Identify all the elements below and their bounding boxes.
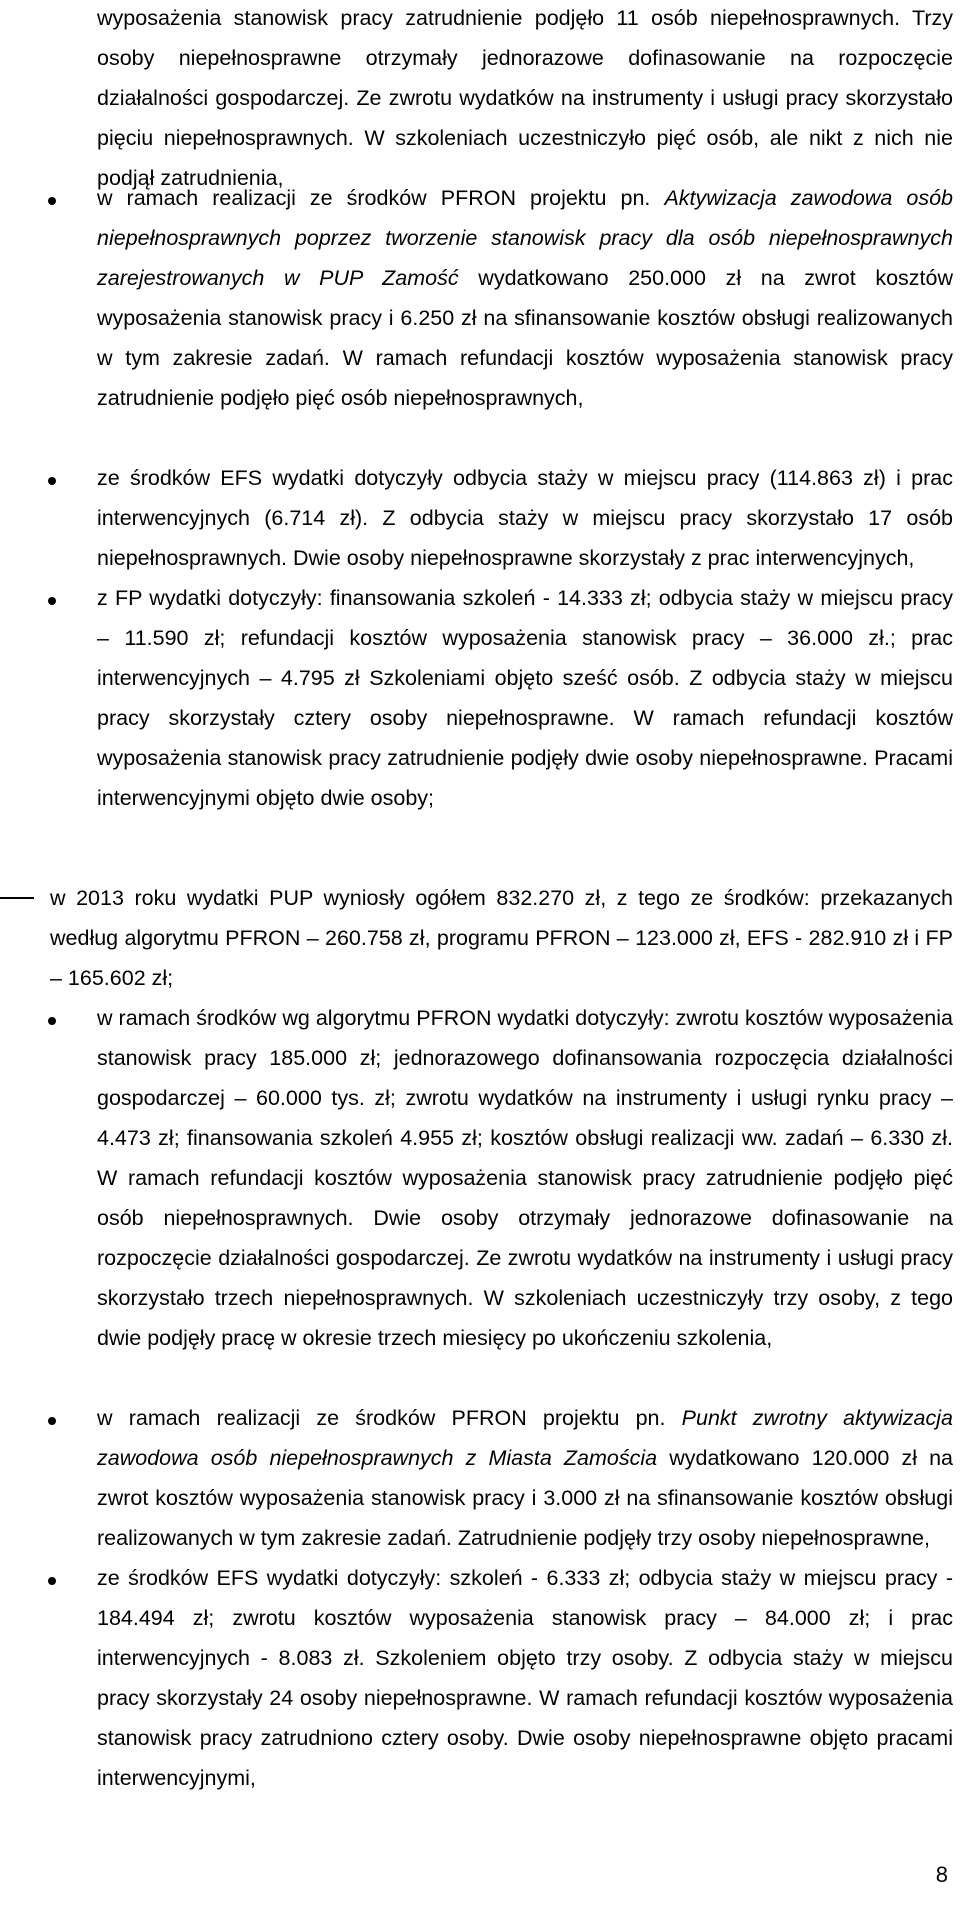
dash-item-2013 [50,878,953,998]
bullet-item-pfron-algorithm [97,998,953,1358]
bullet-icon [48,477,56,485]
paragraph-text: wyposażenia stanowisk pracy zatrudnienie podjęło 11 osób niepełnosprawnych. Trzy osoby niepełnosprawne otrzymały jednorazowe dofinasowanie na rozpoczęcie działalności gospodarczej. Ze zwrotu wydatków na instrumenty i usługi pracy skorzystało pięciu niepełnosprawnych. W szkoleniach uczestniczyło pięć osób, ale nikt z nich nie podjął zatrudnienia, [97,6,953,190]
paragraph-text: w ramach realizacji ze środków PFRON projektu pn. [97,1406,682,1430]
project-title: Aktywizacja zawodowa osób niepełnosprawnych poprzez tworzenie stanowisk pracy dla osób niepełnosprawnych zarejestrowanych w PUP Zamość [97,186,954,290]
bullet-item-efs-2013 [97,1558,953,1798]
paragraph-text: wydatkowano 250.000 zł na zwrot kosztów wyposażenia stanowisk pracy i 6.250 zł na sfinansowanie kosztów obsługi realizowanych w tym zakresie zadań. W ramach refundacji kosztów wyposażenia stanowisk pracy zatrudnienie podjęło pięć osób niepełnosprawnych, [97,266,953,410]
project-title: Punkt zwrotny aktywizacja zawodowa osób niepełnosprawnych z Miasta Zamościa [97,1406,953,1470]
paragraph-text: w ramach środków wg algorytmu PFRON wydatki dotyczyły: zwrotu kosztów wyposażenia stanowisk pracy 185.000 zł; jednorazowego dofinansowania rozpoczęcia działalności gospodarczej – 60.000 tys. zł; zwrotu wydatków na instrumenty i usługi rynku pracy – 4.473 zł; finansowania szkoleń 4.955 zł; kosztów obsługi realizacji ww. zadań – 6.330 zł. W ramach refundacji kosztów wyposażenia stanowisk pracy zatrudnienie podjęło pięć osób niepełnosprawnych. Dwie osoby otrzymały jednorazowe dofinasowanie na rozpoczęcie działalności gospodarczej. Ze zwrotu wydatków na instrumenty i usługi pracy skorzystało trzech niepełnosprawnych. W szkoleniach uczestniczyły trzy osoby, z tego dwie podjęły pracę w okresie trzech miesięcy po ukończeniu szkolenia, [97,1006,953,1350]
dash-icon [0,897,34,899]
bullet-item-efs [97,458,953,578]
bullet-icon [48,1017,56,1025]
paragraph-continuation [97,0,953,198]
bullet-item-fp [97,578,953,818]
paragraph-text: wydatkowano 120.000 zł na zwrot kosztów wyposażenia stanowisk pracy i 3.000 zł na sfinansowanie kosztów obsługi realizowanych w tym zakresie zadań. Zatrudnienie podjęły trzy osoby niepełnosprawne, [97,1446,953,1550]
paragraph-text: ze środków EFS wydatki dotyczyły: szkoleń - 6.333 zł; odbycia staży w miejscu pracy - 184.494 zł; zwrotu kosztów wyposażenia stanowisk pracy – 84.000 zł; i prac interwencyjnych - 8.083 zł. Szkoleniem objęto trzy osoby. Z odbycia staży w miejscu pracy skorzystały 24 osoby niepełnosprawne. W ramach refundacji kosztów wyposażenia stanowisk pracy zatrudniono cztery osoby. Dwie osoby niepełnosprawne objęto pracami interwencyjnymi, [97,1566,953,1790]
bullet-item-punkt-zwrotny [97,1398,953,1558]
bullet-icon [48,197,56,205]
paragraph-text: w 2013 roku wydatki PUP wyniosły ogółem 832.270 zł, z tego ze środków: przekazanych według algorytmu PFRON – 260.758 zł, programu PFRON – 123.000 zł, EFS - 282.910 zł i FP – 165.602 zł; [50,886,953,990]
bullet-icon [48,1577,56,1585]
page-number: 8 [935,1862,948,1887]
paragraph-text: ze środków EFS wydatki dotyczyły odbycia staży w miejscu pracy (114.863 zł) i prac interwencyjnych (6.714 zł). Z odbycia staży w miejscu pracy skorzystało 17 osób niepełnosprawnych. Dwie osoby niepełnosprawne skorzystały z prac interwencyjnych, [97,466,953,570]
paragraph-text: z FP wydatki dotyczyły: finansowania szkoleń - 14.333 zł; odbycia staży w miejscu pracy – 11.590 zł; refundacji kosztów wyposażenia stanowisk pracy – 36.000 zł.; prac interwencyjnych – 4.795 zł Szkoleniami objęto sześć osób. Z odbycia staży w miejscu pracy skorzystały cztery osoby niepełnosprawne. W ramach refundacji kosztów wyposażenia stanowisk pracy zatrudnienie podjęły dwie osoby niepełnosprawne. Pracami interwencyjnymi objęto dwie osoby; [97,586,953,810]
bullet-icon [48,1417,56,1425]
bullet-icon [48,597,56,605]
bullet-item-pfron-project [97,178,953,418]
paragraph-text: w ramach realizacji ze środków PFRON projektu pn. [97,186,665,210]
